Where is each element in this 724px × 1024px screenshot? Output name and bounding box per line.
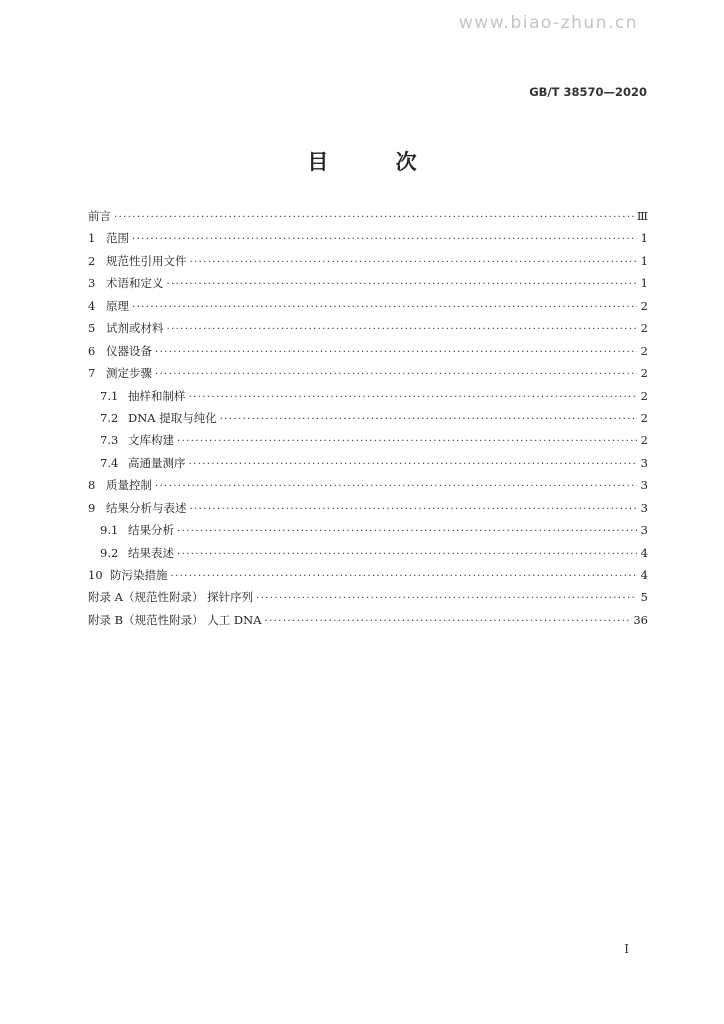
toc-leader-dots: [190, 499, 638, 521]
toc-entry[interactable]: [88, 362, 648, 384]
toc-leader-dots: [177, 521, 637, 543]
toc-entry[interactable]: [88, 429, 648, 451]
toc-leader-dots: [167, 319, 638, 341]
toc-entry-label: 结果表述: [128, 545, 174, 560]
toc-entry-number: 4: [88, 298, 96, 313]
toc-leader-dots: [114, 207, 634, 229]
toc-entry-number: 9: [88, 500, 96, 515]
toc-entry-number: 3: [88, 276, 96, 291]
table-of-contents: [88, 205, 648, 631]
toc-entry[interactable]: [88, 250, 648, 272]
toc-entry-label: 质量控制: [106, 478, 152, 493]
toc-entry-page-number: 1: [640, 231, 648, 246]
toc-entry-number: 8: [88, 478, 96, 493]
toc-entry[interactable]: [88, 385, 648, 407]
toc-entry-number: 7.3: [100, 433, 119, 448]
toc-entry[interactable]: [88, 474, 648, 496]
toc-leader-dots: [190, 252, 638, 274]
page-folio: Ⅰ: [624, 942, 629, 956]
toc-entry-number: 10: [88, 568, 103, 582]
toc-entry-page-number: 2: [640, 366, 648, 381]
toc-entry-page-number: 3: [640, 500, 648, 515]
toc-entry-number: 7.1: [100, 388, 119, 403]
toc-entry-number: 9.2: [100, 545, 119, 560]
toc-entry-label: 文库构建: [128, 433, 174, 448]
toc-entry[interactable]: [88, 295, 648, 317]
toc-entry[interactable]: [88, 317, 648, 339]
toc-leader-dots: [132, 229, 637, 251]
toc-entry[interactable]: [88, 452, 648, 474]
toc-entry-page-number: 3: [640, 478, 648, 493]
toc-entry-label: 测定步骤: [106, 366, 152, 381]
toc-entry[interactable]: [88, 272, 648, 294]
toc-entry-number: 5: [88, 321, 96, 336]
toc-entry-number: 7.2: [100, 410, 119, 425]
toc-entry[interactable]: [88, 340, 648, 362]
toc-entry-label: 高通量测序: [128, 455, 186, 470]
toc-entry-page-number: 3: [640, 455, 648, 470]
toc-entry-page-number: 36: [633, 612, 648, 627]
toc-entry[interactable]: [88, 205, 648, 227]
toc-entry-page-number: 2: [640, 343, 648, 358]
toc-entry-page-number: 2: [640, 298, 648, 313]
toc-leader-dots: [189, 454, 638, 476]
toc-entry-label: 防污染措施: [110, 568, 168, 582]
standard-number: GB/T 38570—2020: [529, 85, 647, 99]
toc-entry-page-number: 2: [640, 410, 648, 425]
toc-entry[interactable]: [88, 564, 648, 586]
toc-entry-number: 2: [88, 253, 96, 268]
toc-leader-dots: [256, 588, 637, 610]
toc-entry-label: 前言: [88, 209, 111, 223]
toc-entry[interactable]: [88, 497, 648, 519]
toc-leader-dots: [155, 364, 637, 386]
toc-entry-label: DNA 提取与纯化: [128, 410, 217, 425]
toc-leader-dots: [177, 431, 637, 453]
toc-leader-dots: [171, 566, 638, 588]
toc-entry-label: 附录 B（规范性附录） 人工 DNA: [88, 612, 262, 627]
toc-entry-label: 范围: [106, 231, 129, 246]
toc-leader-dots: [167, 274, 638, 296]
toc-entry[interactable]: [88, 227, 648, 249]
toc-leader-dots: [132, 297, 637, 319]
toc-entry-label: 结果分析与表述: [106, 500, 187, 515]
toc-entry-number: 7: [88, 366, 96, 381]
toc-entry-label: 规范性引用文件: [106, 253, 187, 268]
toc-entry-label: 试剂或材料: [106, 321, 164, 336]
toc-entry[interactable]: [88, 519, 648, 541]
toc-entry-page-number: 2: [640, 388, 648, 403]
toc-entry-label: 仪器设备: [106, 343, 152, 358]
watermark: www.biao-zhun.cn: [458, 13, 638, 33]
toc-leader-dots: [189, 387, 638, 409]
toc-entry-page-number: 1: [640, 276, 648, 291]
toc-entry-label: 附录 A（规范性附录） 探针序列: [88, 590, 254, 605]
toc-entry-page-number: 5: [640, 590, 648, 605]
toc-entry-number: 6: [88, 343, 96, 358]
toc-entry-number: 9.1: [100, 523, 119, 538]
toc-entry-page-number: Ⅲ: [636, 209, 648, 223]
toc-entry[interactable]: [88, 586, 648, 608]
toc-entry-label: 原理: [106, 298, 129, 313]
toc-entry-label: 抽样和制样: [128, 388, 186, 403]
toc-entry-label: 结果分析: [128, 523, 174, 538]
toc-entry-page-number: 4: [640, 568, 648, 582]
toc-entry-page-number: 2: [640, 321, 648, 336]
toc-leader-dots: [155, 476, 637, 498]
page-title: 目 次: [307, 149, 447, 174]
toc-leader-dots: [155, 342, 637, 364]
toc-leader-dots: [177, 544, 637, 566]
toc-entry-label: 术语和定义: [106, 276, 164, 291]
toc-entry-page-number: 3: [640, 523, 648, 538]
toc-entry-number: 7.4: [100, 455, 119, 470]
toc-entry[interactable]: [88, 609, 648, 631]
toc-entry-page-number: 1: [640, 253, 648, 268]
toc-entry-number: 1: [88, 231, 96, 246]
toc-leader-dots: [265, 611, 631, 633]
toc-leader-dots: [220, 409, 637, 431]
toc-entry-page-number: 4: [640, 545, 648, 560]
toc-entry[interactable]: [88, 542, 648, 564]
toc-entry-page-number: 2: [640, 433, 648, 448]
toc-entry[interactable]: [88, 407, 648, 429]
